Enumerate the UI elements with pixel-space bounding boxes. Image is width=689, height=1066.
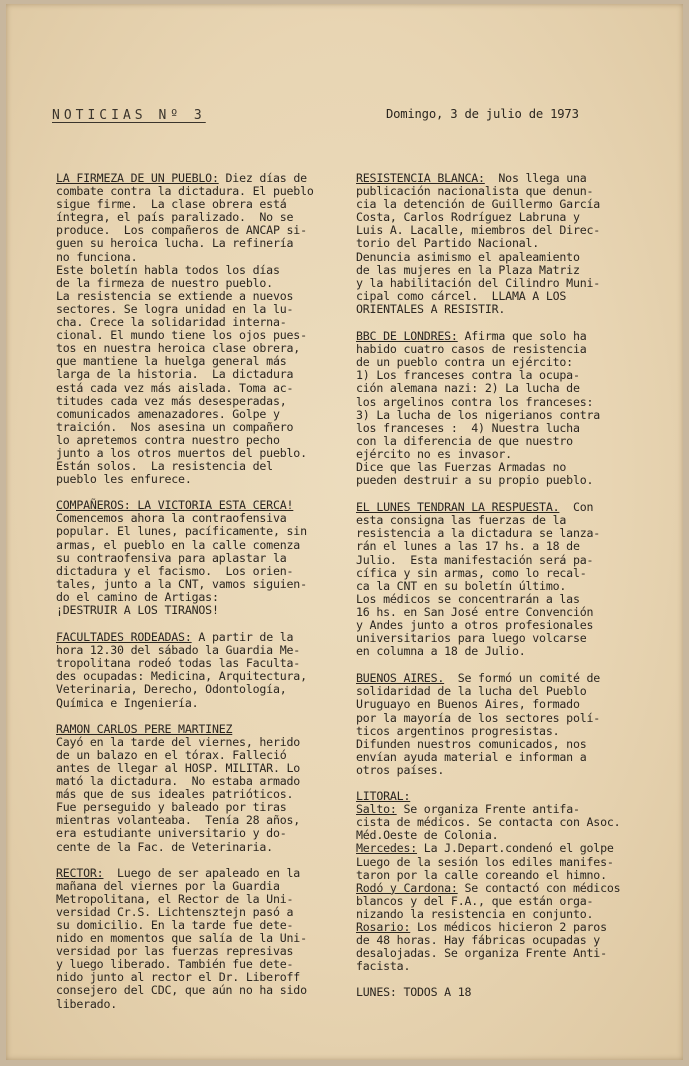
- litoral-place: Rodó y Cardona:: [356, 880, 458, 895]
- article-line: ca la CNT en su boletín último.: [356, 578, 567, 593]
- article-line: nido junto al rector el Dr. Liberoff: [56, 970, 301, 985]
- article-line: armas, el pueblo en la calle comenza: [56, 537, 301, 552]
- article-line: Comencemos ahora la contraofensiva: [56, 511, 287, 526]
- article-line: esta consigna las fuerzas de la: [356, 513, 567, 528]
- article-line: hora 12.30 del sábado la Guardia Me-: [56, 643, 301, 658]
- article-heading: BUENOS AIRES.: [356, 671, 445, 686]
- article-lead-text: Diez días de: [218, 171, 307, 185]
- article-line: titudes cada vez más desesperadas,: [56, 393, 287, 408]
- article-line: resistencia a la dictadura se lanza-: [356, 526, 601, 541]
- article-line: de un balazo en el tórax. Falleció: [56, 747, 287, 762]
- article-line: ticos argentinos progresistas.: [356, 723, 560, 738]
- article-line: otros países.: [356, 762, 445, 777]
- litoral-text: desalojadas. Se organiza Frente Anti-: [356, 946, 607, 961]
- litoral-place: Rosario:: [356, 919, 411, 934]
- article-line: mientras volanteaba. Tenía 28 años,: [56, 813, 301, 828]
- article-line: cia la detención de Guillermo García: [356, 197, 601, 212]
- article-line: Cayó en la tarde del viernes, herido: [56, 734, 301, 749]
- article-line: está cada vez más aislada. Toma ac-: [56, 380, 294, 395]
- article-line: pueden destruir a su propio pueblo.: [356, 473, 594, 488]
- litoral-text: Los médicos hicieron 2 paros: [410, 919, 607, 934]
- article-line: 1) Los franceses contra la ocupa-: [356, 368, 580, 383]
- article-line: cente de la Fac. de Veterinaria.: [56, 839, 273, 854]
- article-heading: COMPAÑEROS: LA VICTORIA ESTA CERCA!: [56, 498, 294, 513]
- article-line: de las mujeres en la Plaza Matriz: [356, 262, 580, 277]
- article-line: mañana del viernes por la Guardia: [56, 878, 280, 893]
- article-line: tos en nuestra heroica clase obrera,: [56, 341, 301, 356]
- article-heading: BBC DE LONDRES:: [356, 329, 458, 344]
- article-line: ejército no es invasor.: [356, 446, 512, 461]
- article-line: antes de llegar al HOSP. MILITAR. Lo: [56, 760, 301, 775]
- article-line: solidaridad de la lucha del Pueblo: [356, 684, 587, 699]
- article-line: su contraofensiva para aplastar la: [56, 550, 287, 565]
- article-line: combate contra la dictadura. El pueblo: [56, 184, 314, 199]
- article-lead-text: Afirma que solo ha: [457, 329, 587, 344]
- article-line: Luis A. Lacalle, miembros del Direc-: [356, 223, 601, 238]
- article-line: comunicados amenazadores. Golpe y: [56, 406, 280, 421]
- article-line: y Andes junto a otros profesionales: [356, 618, 594, 632]
- article-line: Este boletín habla todos los días: [56, 262, 280, 277]
- article-line: cipal como cárcel. LLAMA A LOS: [356, 288, 567, 303]
- article-line: nido en momentos que salía de la Uni-: [56, 931, 307, 946]
- article-line: La resistencia se extiende a nuevos: [56, 288, 294, 303]
- article-line: larga de la historia. La dictadura: [56, 367, 294, 382]
- article-line: los franceses : 4) Nuestra lucha: [356, 420, 580, 435]
- litoral-text: facista.: [356, 959, 411, 974]
- article-line: mató la dictadura. No estaba armado: [56, 774, 301, 789]
- article-line: que mantiene la huelga general más: [56, 354, 287, 369]
- litoral-line: [356, 960, 656, 973]
- article-line: produce. Los compañeros de ANCAP si-: [56, 223, 307, 238]
- article-heading: RESISTENCIA BLANCA:: [356, 171, 485, 185]
- article-line: habido cuatro casos de resistencia: [356, 342, 587, 357]
- article-line: con la diferencia de que nuestro: [356, 433, 573, 448]
- article: [356, 501, 656, 658]
- article-line: Dice que las Fuerzas Armadas no: [356, 459, 567, 474]
- article-lead-text: Luego de ser apaleado en la: [103, 865, 301, 880]
- article-lead-text: Con: [559, 500, 594, 515]
- article-line: Denuncia asimismo el apaleamiento: [356, 249, 580, 264]
- article-line: y la habilitación del Cilindro Muni-: [356, 275, 601, 290]
- article-line: rán el lunes a las 17 hs. a 18 de: [356, 539, 580, 554]
- article-line: Julio. Esta manifestación será pa-: [356, 552, 594, 567]
- litoral-text: Se organiza Frente antifa-: [396, 802, 580, 817]
- article: [56, 723, 354, 854]
- article-line: en columna a 18 de Julio.: [356, 644, 526, 659]
- article-line: envían ayuda material e informan a: [356, 749, 587, 764]
- article-line: guen su heroica lucha. La refinería: [56, 236, 294, 251]
- article-line: ¡DESTRUIR A LOS TIRANOS!: [56, 603, 219, 617]
- article-line: do el camino de Artigas:: [56, 589, 219, 604]
- article-line: 3) La lucha de los nigerianos contra: [356, 407, 601, 422]
- article-line: más que de sus ideales patrióticos.: [56, 787, 294, 802]
- article-line: íntegra, el país paralizado. No se: [56, 210, 294, 225]
- article-line: Metropolitana, el Rector de la Uni-: [56, 891, 294, 906]
- article-line: publicación nacionalista que denun-: [356, 184, 594, 199]
- article-line: cional. El mundo tiene los ojos pues-: [56, 328, 307, 343]
- article-lead-text: Se formó un comité de: [444, 671, 601, 686]
- article-line: no funciona.: [56, 249, 138, 264]
- litoral-text: taron por la calle coreando el himno.: [356, 867, 607, 882]
- article-line: dictadura y el facismo. Los orien-: [56, 563, 294, 578]
- article-line: tropolitana rodeó todas las Faculta-: [56, 656, 301, 671]
- article-line: lo apretemos contra nuestro pecho: [56, 432, 280, 447]
- article-line: versidad por las fuerzas represivas: [56, 944, 294, 959]
- article-line: 16 hs. en San José entre Convención: [356, 604, 594, 619]
- article-line: des ocupadas: Medicina, Arquitectura,: [56, 669, 307, 684]
- article-line: sectores. Se logra unidad en la lu-: [56, 301, 294, 316]
- article-line: cha. Crece la solidaridad interna-: [56, 315, 287, 330]
- article-line: Costa, Carlos Rodríguez Labruna y: [356, 210, 580, 225]
- article-line: Química e Ingeniería.: [56, 695, 199, 710]
- bulletin-title: NOTICIAS Nº 3: [52, 108, 206, 123]
- article-heading: LA FIRMEZA DE UN PUEBLO:: [56, 171, 219, 185]
- article-line: y luego liberado. También fue dete-: [56, 957, 294, 972]
- article-line: tales, junto a la CNT, vamos siguien-: [56, 576, 307, 591]
- article-line: Fue perseguido y baleado por tiras: [56, 800, 287, 815]
- article-line: ORIENTALES A RESISTIR.: [356, 301, 506, 316]
- right-column: [356, 172, 656, 999]
- article-line: versidad Cr.S. Lichtensztejn pasó a: [56, 904, 294, 919]
- closing-line: LUNES: TODOS A 18: [356, 985, 472, 1000]
- article: [356, 330, 656, 487]
- article-line: consejero del CDC, que aún no ha sido: [56, 983, 307, 998]
- litoral-text: Méd.Oeste de Colonia.: [356, 828, 499, 843]
- article-heading: FACULTADES RODEADAS:: [56, 630, 192, 645]
- article-line: de un pueblo contra un ejército:: [356, 355, 573, 370]
- article: [56, 172, 354, 486]
- litoral-place: Salto:: [356, 802, 397, 817]
- article: [56, 867, 354, 1011]
- article-line: Veterinaria, Derecho, Odontología,: [56, 682, 287, 697]
- article-lead-text: A partir de la: [191, 630, 294, 645]
- article-heading: LITORAL:: [356, 789, 411, 804]
- article: [356, 672, 656, 777]
- article-line: Difunden nuestros comunicados, nos: [356, 736, 587, 751]
- litoral-text: cista de médicos. Se contacta con Asoc.: [356, 815, 621, 830]
- article-line: Están solos. La resistencia del: [56, 459, 273, 474]
- article-line: pueblo les enfurece.: [56, 472, 192, 487]
- litoral-text: Luego de la sesión los ediles manifes-: [356, 854, 614, 869]
- left-column: [56, 172, 354, 1011]
- article: [56, 631, 354, 710]
- bulletin-date: Domingo, 3 de julio de 1973: [386, 107, 579, 121]
- article-line: de la firmeza de nuestro pueblo.: [56, 275, 273, 290]
- article: [56, 499, 354, 617]
- article-first-line: [56, 723, 354, 736]
- article: [356, 172, 656, 316]
- article-line: por la mayoría de los sectores polí-: [356, 710, 601, 725]
- litoral-text: La J.Depart.condenó el golpe: [417, 841, 614, 856]
- article-line: Uruguayo en Buenos Aires, formado: [356, 697, 580, 712]
- article-heading: RECTOR:: [56, 865, 104, 880]
- article-line: torio del Partido Nacional.: [356, 236, 540, 251]
- article-line: universitarios para luego volcarse: [356, 631, 587, 646]
- article-heading: RAMON CARLOS PERE MARTINEZ: [56, 721, 233, 736]
- article-line: su domicilio. En la tarde fue dete-: [56, 917, 294, 932]
- paper-sheet: [6, 4, 683, 1060]
- article-line: popular. El lunes, pacíficamente, sin: [56, 524, 307, 539]
- article-line: junto a los otros muertos del pueblo.: [56, 445, 307, 460]
- article-line: ción alemana nazi: 2) La lucha de: [356, 381, 580, 396]
- article: [356, 790, 656, 973]
- litoral-text: nizando la resistencia en conjunto.: [356, 906, 594, 921]
- litoral-text: blancos y del F.A., que están orga-: [356, 893, 594, 908]
- article-line: liberado.: [56, 996, 118, 1011]
- litoral-place: Mercedes:: [356, 841, 418, 856]
- article-line: sigue firme. La clase obrera está: [56, 197, 287, 212]
- litoral-text: de 48 horas. Hay fábricas ocupadas y: [356, 933, 601, 948]
- article-line: cífica y sin armas, como lo recal-: [356, 565, 587, 580]
- article-line: traición. Nos asesina un compañero: [56, 419, 294, 434]
- article: [356, 986, 656, 999]
- article-first-line: [56, 867, 354, 880]
- article-line: Los médicos se concentrarán a las: [356, 591, 580, 606]
- litoral-text: Se contactó con médicos: [457, 880, 621, 895]
- article-heading: EL LUNES TENDRAN LA RESPUESTA.: [356, 500, 560, 515]
- article-line: era estudiante universitario y do-: [56, 826, 287, 841]
- article-line: los argelinos contra los franceses:: [356, 394, 594, 409]
- article-lead-text: Nos llega una: [484, 171, 587, 185]
